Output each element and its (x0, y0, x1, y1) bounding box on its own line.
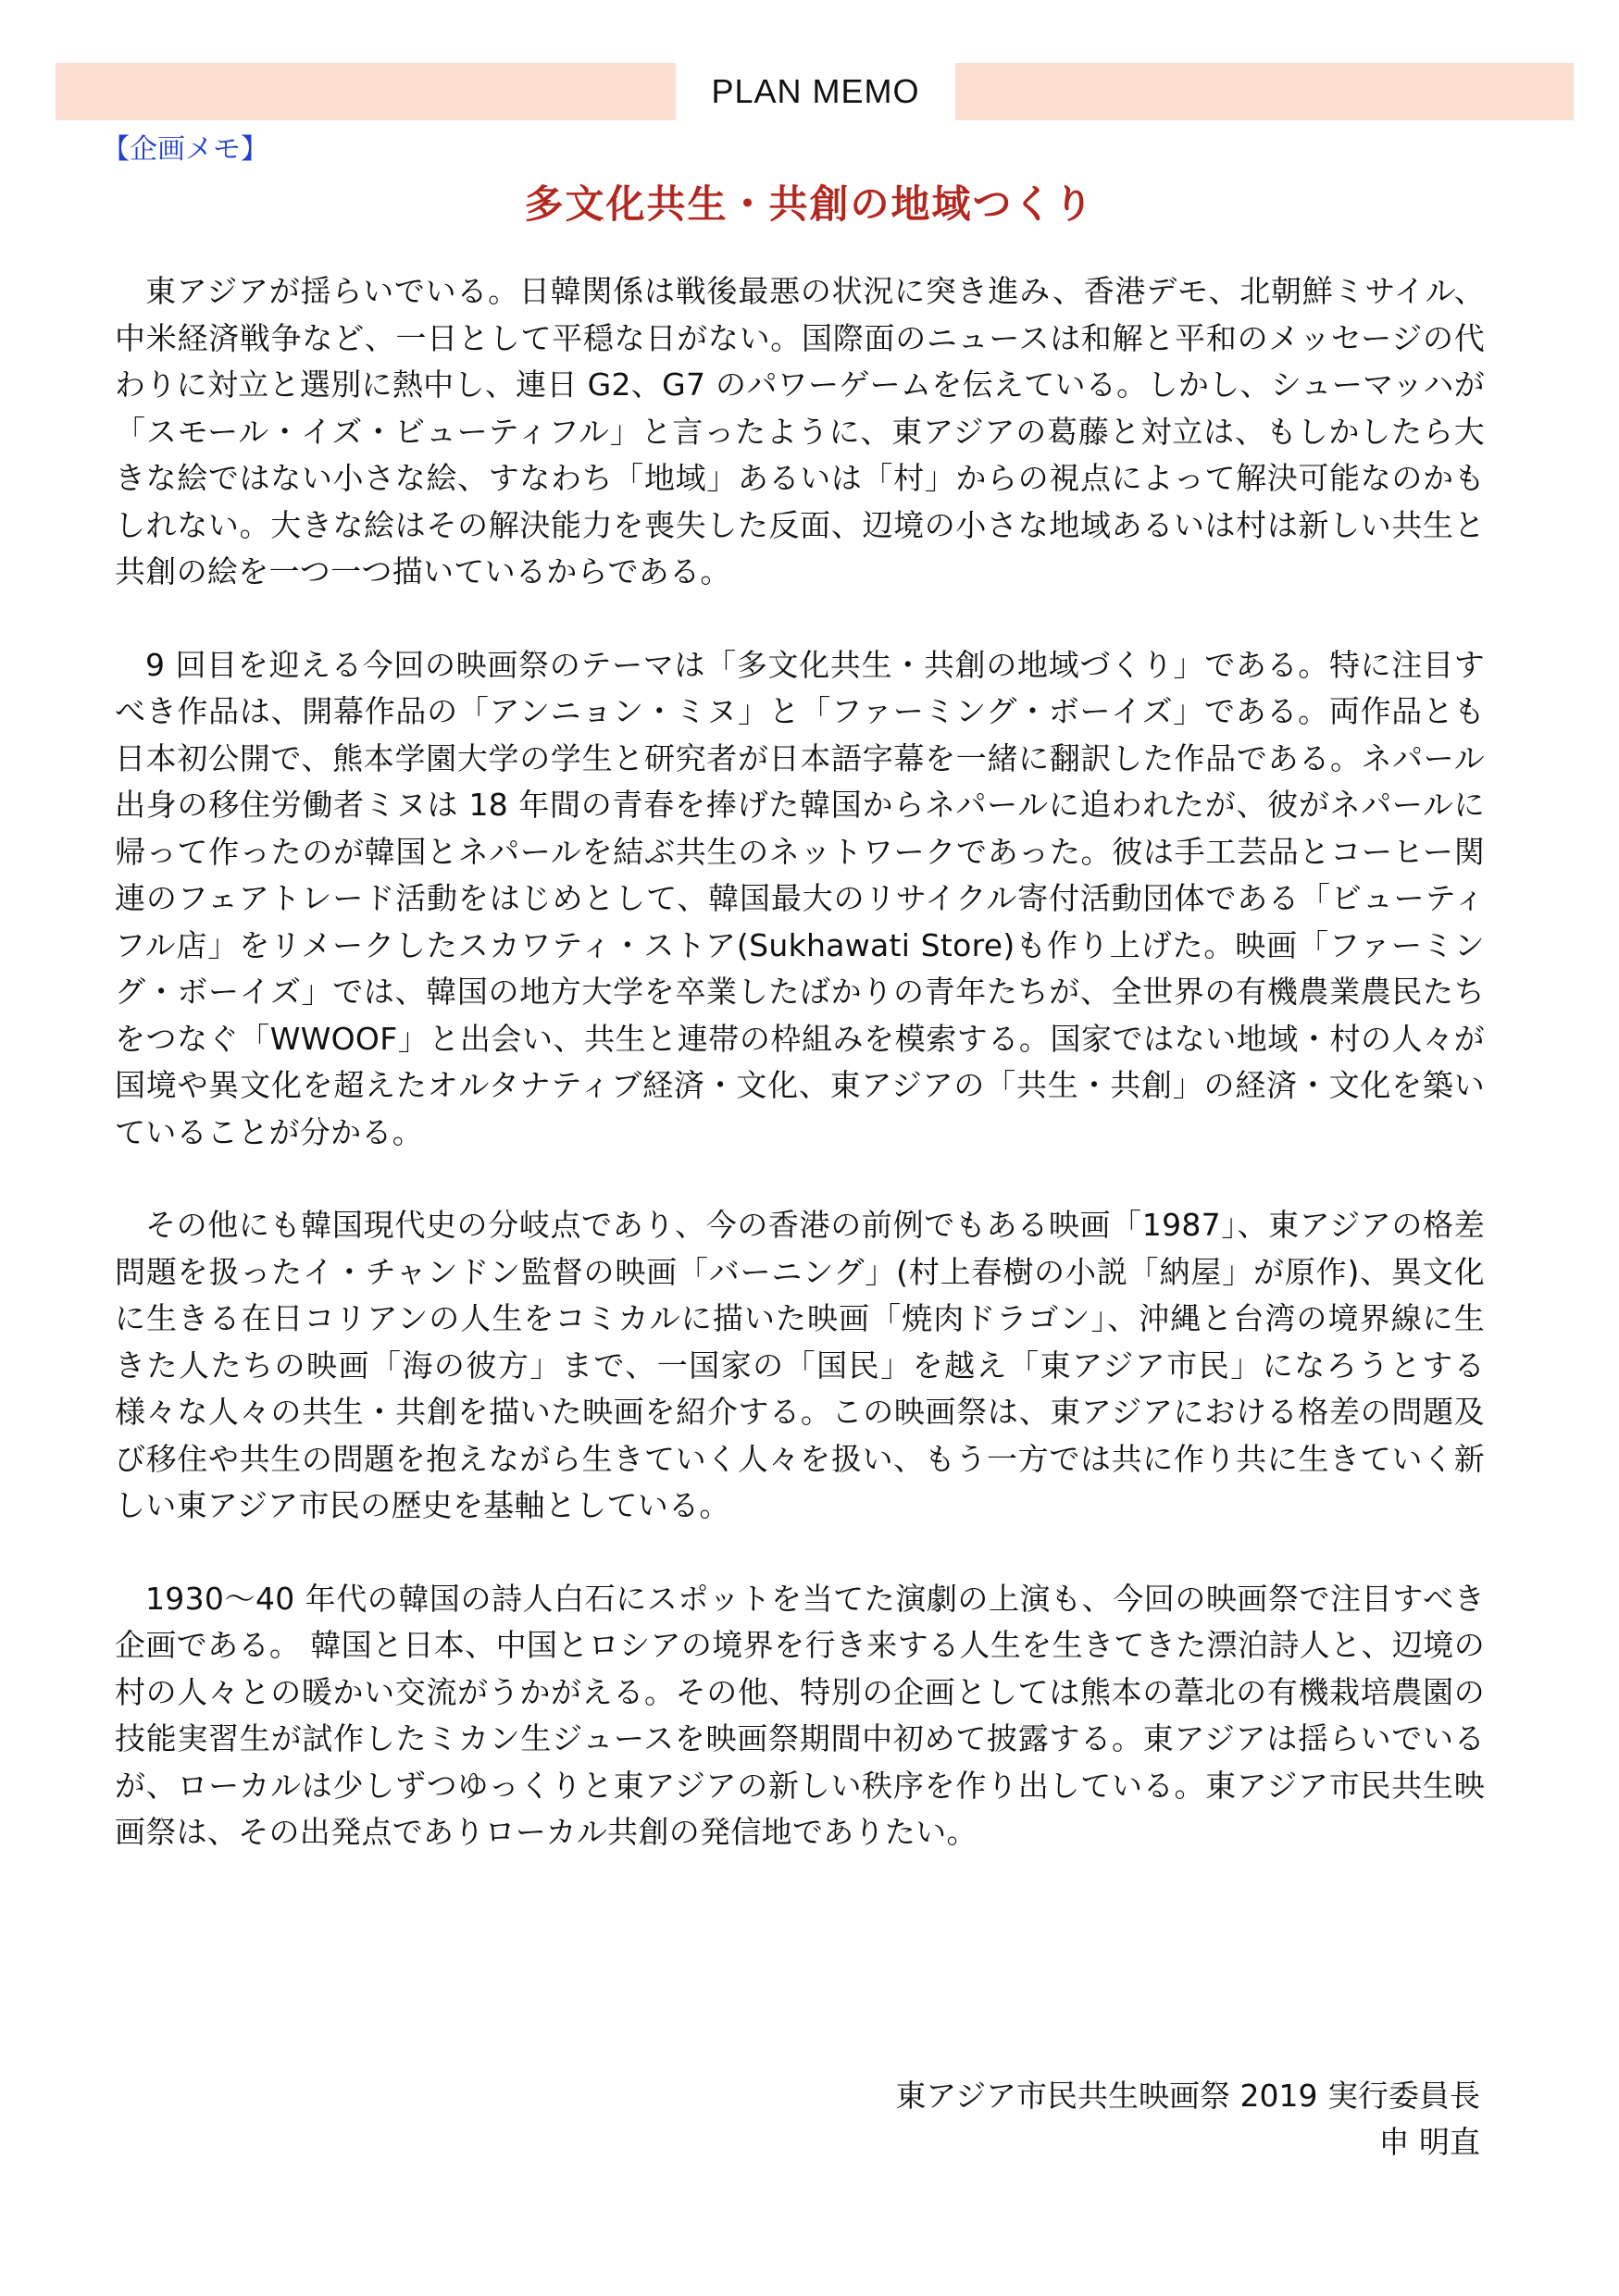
paragraph-4: 1930～40 年代の韓国の詩人白石にスポットを当てた演劇の上演も、今回の映画祭で注目すべき企画である。 韓国と日本、中国とロシアの境界を行き来する人生を生きてきた漂泊詩人と、辺境の村の人々との暖かい交流がうかがえる。その他、特別の企画としては熊本の葦北の有機栽培農園の技能実習生が試作したミカン生ジュースを映画祭期間中初めて披露する。東アジアは揺らいでいるが、ローカルは少しずつゆっくりと東アジアの新しい秩序を作り出している。東アジア市民共生映画祭は、その出発点でありローカル共創の発信地でありたい。 (115, 1580, 1485, 1850)
header-title: PLAN MEMO (711, 72, 920, 110)
article-body (115, 268, 1485, 1903)
paragraph-1: 東アジアが揺らいでいる。日韓関係は戦後最悪の状況に突き進み、香港デモ、北朝鮮ミサイル、中米経済戦争など、一日として平穏な日がない。国際面のニュースは和解と平和のメッセージの代わりに対立と選別に熱中し、連日 G2、G7 のパワーゲームを伝えている。しかし、シューマッハが「スモール・イズ・ビューティフル」と言ったように、東アジアの葛藤と対立は、もしかしたら大きな絵ではない小さな絵、すなわち「地域」あるいは「村」からの視点によって解決可能なのかもしれない。大きな絵はその解決能力を喪失した反面、辺境の小さな地域あるいは村は新しい共生と共創の絵を一つ一つ描いているからである。 (115, 273, 1485, 590)
header-accent-bar-left (56, 63, 676, 120)
paragraph-3: その他にも韓国現代史の分岐点であり、今の香港の前例でもある映画「1987」、東アジアの格差問題を扱ったイ・チャンドン監督の映画「バーニング」(村上春樹の小説「納屋」が原作)、異文化に生きる在日コリアンの人生をコミカルに描いた映画「焼肉ドラゴン」、沖縄と台湾の境界線に生きた人たちの映画「海の彼方」まで、一国家の「国民」を越え「東アジア市民」になろうとする様々な人々の共生・共創を描いた映画を紹介する。この映画祭は、東アジアにおける格差の問題及び移住や共生の問題を抱えながら生きていく人々を扱い、もう一方では共に作り共に生きていく新しい東アジア市民の歴史を基軸としている。 (115, 1207, 1485, 1523)
memo-label: 【企画メモ】 (102, 133, 268, 166)
header-accent-bar-right (955, 63, 1574, 120)
paragraph-2: 9 回目を迎える今回の映画祭のテーマは「多文化共生・共創の地域づくり」である。特に注目すべき作品は、開幕作品の「アンニョン・ミヌ」と「ファーミング・ボーイズ」である。両作品とも日本初公開で、熊本学園大学の学生と研究者が日本語字幕を一緒に翻訳した作品である。ネパール出身の移住労働者ミヌは 18 年間の青春を捧げた韓国からネパールに追われたが、彼がネパールに帰って作ったのが韓国とネパールを結ぶ共生のネットワークであった。彼は手工芸品とコーヒー関連のフェアトレード活動をはじめとして、韓国最大のリサイクル寄付活動団体である「ビューティフル店」をリメークしたスカワティ・ストア(Sukhawati Store)も作り上げた。映画「ファーミング・ボーイズ」では、韓国の地方大学を卒業したばかりの青年たちが、全世界の有機農業農民たちをつなぐ「WWOOF」と出会い、共生と連帯の枠組みを模索する。国家ではない地域・村の人々が国境や異文化を超えたオルタナティブ経済・文化、東アジアの「共生・共創」の経済・文化を築いていることが分かる。 (115, 646, 1485, 1150)
document-title: 多文化共生・共創の地域つくり (524, 181, 1095, 227)
signature-block (895, 2073, 1480, 2166)
signature-organization: 東アジア市民共生映画祭 2019 実行委員長 (895, 2078, 1480, 2114)
signature-name: 申 明直 (1378, 2124, 1480, 2160)
